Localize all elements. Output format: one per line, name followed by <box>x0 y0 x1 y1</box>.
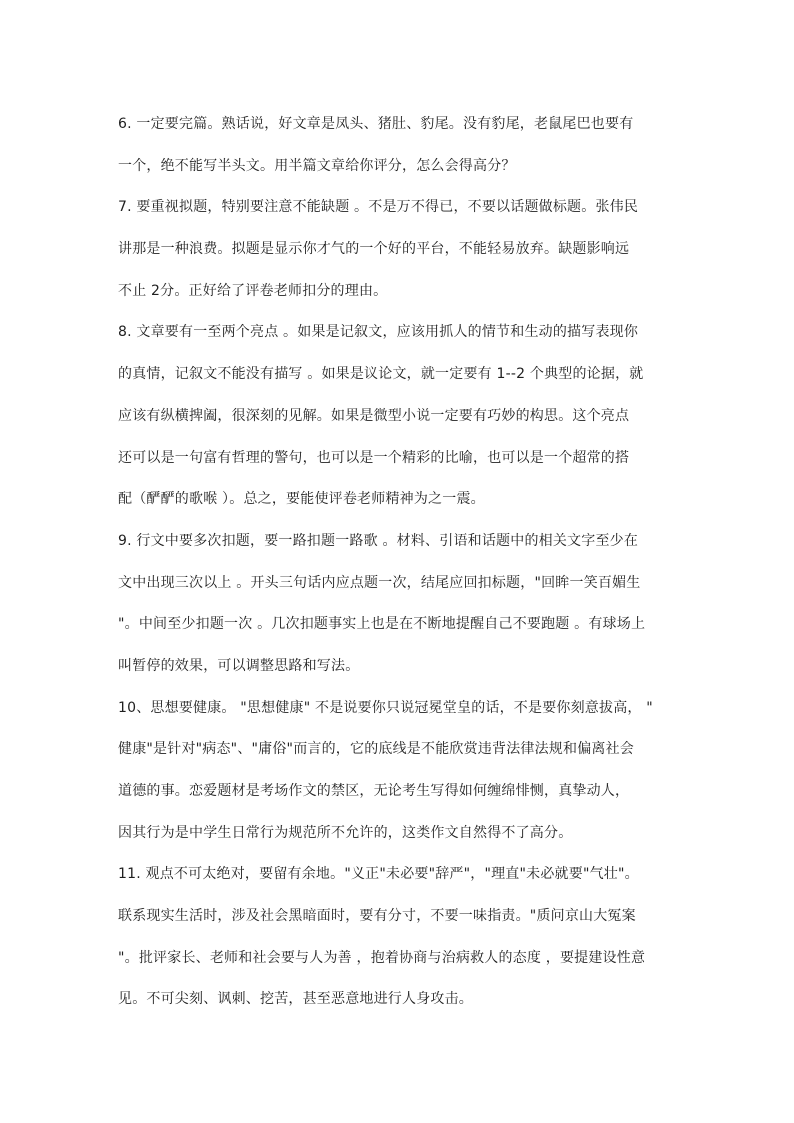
text-line: 配（酽酽的歌喉 ）。总之，要能使评卷老师精神为之一震。 <box>118 491 485 508</box>
text-line: "。中间至少扣题一次 。几次扣题事实上也是在不断地提醒自己不要跑题 。有球场上 <box>118 616 646 633</box>
text-line: 健康"是针对"病态"、"庸俗"而言的，它的底线是不能欣赏违背法律法规和偏离社会 <box>118 741 634 758</box>
text-line: 还可以是一句富有哲理的警句，也可以是一个精彩的比喻，也可以是一个超常的搭 <box>118 449 630 466</box>
text-line: 7. 要重视拟题，特别要注意不能缺题 。不是万不得已，不要以话题做标题。张伟民 <box>118 199 639 216</box>
text-line: 6. 一定要完篇。熟话说，好文章是凤头、猪肚、豹尾。没有豹尾，老鼠尾巴也要有 <box>118 116 634 132</box>
text-line: 文中出现三次以上 。开头三句话内应点题一次，结尾应回扣标题，"回眸一笑百媚生 <box>118 574 641 591</box>
text-line: 不止 2分。正好给了评卷老师扣分的理由。 <box>118 282 388 299</box>
text-line: 一个，绝不能写半头文。用半篇文章给你评分，怎么会得高分？ <box>118 157 516 174</box>
text-line: "。批评家长、老师和社会要与人为善 ，抱着协商与治病救人的态度 ，要提建设性意 <box>118 949 646 966</box>
text-line: 讲那是一种浪费。拟题是显示你才气的一个好的平台，不能轻易放弃。缺题影响远 <box>118 241 630 258</box>
text-line: 应该有纵横捭阖，很深刻的见解。如果是微型小说一定要有巧妙的构思。这个亮点 <box>118 407 630 424</box>
text-line: 11. 观点不可太绝对，要留有余地。"义正"未必要"辞严"，"理直"未必就要"气壮"。 <box>118 866 639 883</box>
text-line: 8. 文章要有一至两个亮点 。如果是记叙文，应该用抓人的情节和生动的描写表现你 <box>118 324 639 341</box>
text-line: 叫暂停的效果，可以调整思路和写法。 <box>118 657 360 674</box>
text-line: 因其行为是中学生日常行为规范所不允许的，这类作文自然得不了高分。 <box>118 824 573 841</box>
text-line: 见。不可尖刻、讽刺、挖苦，甚至恶意地进行人身攻击。 <box>118 991 473 1008</box>
document-body <box>118 104 698 1021</box>
text-line: 的真情，记叙文不能没有描写 。如果是议论文，就一定要有 1--2 个典型的论据，就 <box>118 366 644 383</box>
text-line: 9. 行文中要多次扣题，要一路扣题一路歌 。材料、引语和话题中的相关文字至少在 <box>118 532 639 549</box>
text-line: 道德的事。恋爱题材是考场作文的禁区，无论考生写得如何缠绵悱恻，真挚动人， <box>118 783 630 799</box>
text-line: 10、思想要健康。 "思想健康" 不是说要你只说冠冕堂皇的话，不是要你刻意拔高， " <box>118 699 653 716</box>
text-line: 联系现实生活时，涉及社会黑暗面时，要有分寸，不要一味指责。"质问京山大冤案 <box>118 908 636 925</box>
